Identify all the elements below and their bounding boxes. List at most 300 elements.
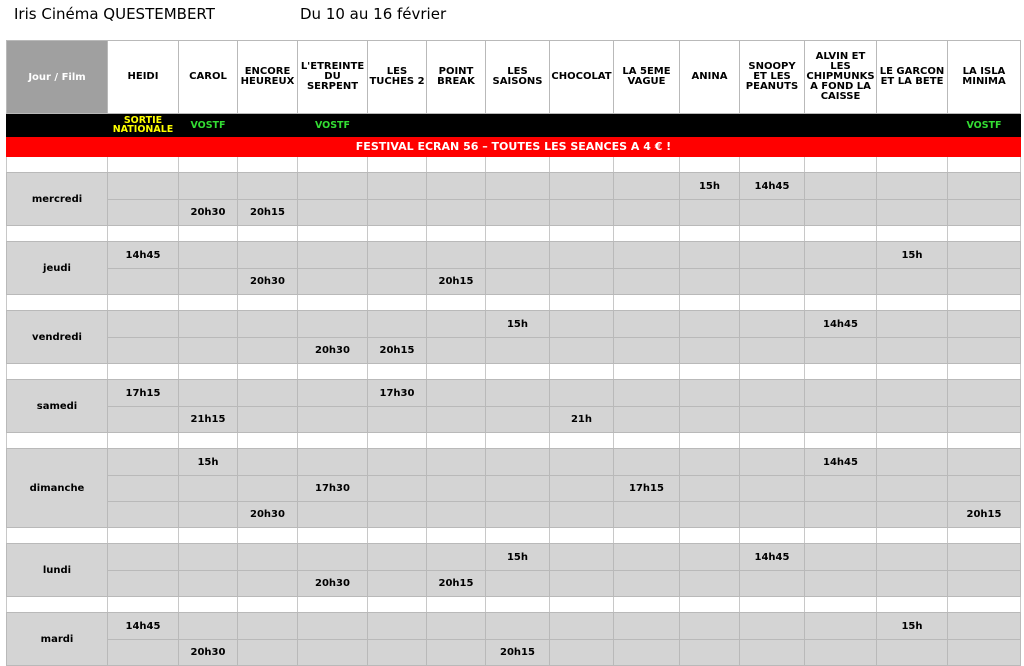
film-title: LA 5EME VAGUE	[614, 41, 680, 114]
showtime-cell	[948, 544, 1021, 571]
separator-cell	[179, 528, 238, 544]
showtime-cell: 21h	[550, 407, 614, 433]
showtime-cell	[108, 407, 179, 433]
showtime-cell	[550, 449, 614, 476]
showtime-cell	[427, 502, 486, 528]
day-row	[7, 173, 1021, 200]
showtime-cell	[238, 640, 298, 666]
showtime-cell	[680, 311, 740, 338]
separator-cell	[486, 157, 550, 173]
showtime-cell	[740, 571, 805, 597]
film-tag	[740, 114, 805, 137]
showtime-cell	[108, 502, 179, 528]
showtime-cell	[614, 200, 680, 226]
showtime-cell	[427, 380, 486, 407]
showtime-cell: 20h30	[298, 571, 368, 597]
separator-cell	[805, 364, 877, 380]
showtime-cell	[877, 407, 948, 433]
separator-cell	[108, 364, 179, 380]
showtime-cell: 20h30	[298, 338, 368, 364]
showtime-cell	[805, 242, 877, 269]
film-tag	[550, 114, 614, 137]
separator-cell	[680, 157, 740, 173]
corner-label: Jour / Film	[7, 41, 108, 114]
showtime-cell: 14h45	[740, 544, 805, 571]
separator-cell	[108, 295, 179, 311]
showtime-cell	[486, 269, 550, 295]
showtime-cell	[486, 380, 550, 407]
showtime-cell	[805, 338, 877, 364]
separator-cell	[486, 433, 550, 449]
showtime-cell: 20h30	[238, 269, 298, 295]
showtime-cell	[298, 311, 368, 338]
showtime-cell	[740, 338, 805, 364]
separator-cell	[298, 597, 368, 613]
separator-cell	[179, 433, 238, 449]
separator-cell	[550, 528, 614, 544]
showtime-cell	[740, 242, 805, 269]
separator-cell	[298, 364, 368, 380]
film-title: POINT BREAK	[427, 41, 486, 114]
film-tag	[238, 114, 298, 137]
showtime-cell	[680, 502, 740, 528]
separator-cell	[740, 597, 805, 613]
separator-cell	[368, 157, 427, 173]
separator-cell	[877, 295, 948, 311]
separator-cell	[614, 295, 680, 311]
separator-cell	[486, 226, 550, 242]
showtime-cell	[298, 640, 368, 666]
film-title: LE GARCON ET LA BETE	[877, 41, 948, 114]
showtime-cell	[740, 613, 805, 640]
day-name: mardi	[7, 613, 108, 666]
film-tag	[877, 114, 948, 137]
film-title: L'ETREINTE DU SERPENT	[298, 41, 368, 114]
separator-cell	[550, 295, 614, 311]
showtime-cell	[427, 173, 486, 200]
film-tag: VOSTF	[179, 114, 238, 137]
showtime-cell: 15h	[486, 311, 550, 338]
showtime-cell	[680, 544, 740, 571]
showtime-cell	[368, 173, 427, 200]
showtime-cell	[179, 544, 238, 571]
separator-cell	[368, 226, 427, 242]
showtime-cell	[550, 338, 614, 364]
showtime-cell	[805, 407, 877, 433]
showtime-cell	[877, 200, 948, 226]
separator-cell	[486, 295, 550, 311]
showtime-cell	[680, 476, 740, 502]
day-separator	[7, 295, 1021, 311]
showtime-cell: 17h15	[614, 476, 680, 502]
showtime-cell	[740, 200, 805, 226]
showtime-cell	[108, 640, 179, 666]
day-name: mercredi	[7, 173, 108, 226]
separator-cell	[368, 528, 427, 544]
separator-cell	[877, 226, 948, 242]
showtime-cell	[298, 173, 368, 200]
showtime-cell	[948, 200, 1021, 226]
showtime-cell	[877, 380, 948, 407]
showtime-cell	[877, 640, 948, 666]
separator-cell	[238, 295, 298, 311]
showtime-cell	[486, 571, 550, 597]
film-tag: VOSTF	[948, 114, 1021, 137]
showtime-cell	[948, 311, 1021, 338]
separator-cell	[614, 226, 680, 242]
showtime-cell	[805, 544, 877, 571]
separator-cell	[614, 157, 680, 173]
showtime-cell	[179, 476, 238, 502]
showtime-cell	[740, 449, 805, 476]
showtime-cell: 20h15	[427, 571, 486, 597]
showtime-cell	[427, 311, 486, 338]
showtime-cell	[238, 449, 298, 476]
showtime-cell	[805, 640, 877, 666]
showtime-cell	[368, 407, 427, 433]
separator-cell	[614, 597, 680, 613]
separator-cell	[877, 528, 948, 544]
separator-cell	[298, 295, 368, 311]
showtime-cell	[486, 476, 550, 502]
showtime-cell	[179, 613, 238, 640]
separator-cell	[740, 226, 805, 242]
showtime-cell	[368, 269, 427, 295]
day-row	[7, 200, 1021, 226]
separator-cell	[805, 528, 877, 544]
showtime-cell	[179, 242, 238, 269]
showtime-cell	[298, 380, 368, 407]
separator-cell	[805, 226, 877, 242]
separator-cell	[486, 364, 550, 380]
showtime-cell: 14h45	[108, 242, 179, 269]
showtime-cell	[238, 407, 298, 433]
showtime-cell	[948, 173, 1021, 200]
showtime-cell	[550, 613, 614, 640]
separator-cell	[179, 157, 238, 173]
showtime-cell	[740, 476, 805, 502]
separator-cell	[805, 433, 877, 449]
festival-row	[7, 137, 1021, 157]
showtime-cell	[740, 311, 805, 338]
showtime-cell	[740, 640, 805, 666]
showtime-cell: 20h30	[179, 200, 238, 226]
showtime-cell	[948, 449, 1021, 476]
showtime-cell	[238, 613, 298, 640]
separator-cell	[238, 157, 298, 173]
separator-cell	[7, 295, 108, 311]
showtime-cell	[680, 200, 740, 226]
showtime-cell	[238, 476, 298, 502]
separator-cell	[7, 226, 108, 242]
separator-cell	[179, 597, 238, 613]
showtime-cell	[368, 613, 427, 640]
separator-cell	[238, 597, 298, 613]
showtime-cell	[108, 571, 179, 597]
showtime-cell	[486, 242, 550, 269]
showtime-cell	[238, 571, 298, 597]
showtime-cell	[550, 476, 614, 502]
day-row	[7, 613, 1021, 640]
showtime-cell	[614, 571, 680, 597]
showtime-cell: 14h45	[108, 613, 179, 640]
separator-cell	[108, 157, 179, 173]
showtime-cell	[877, 571, 948, 597]
showtime-cell	[948, 613, 1021, 640]
showtime-cell	[680, 338, 740, 364]
showtime-cell	[877, 311, 948, 338]
separator-cell	[948, 226, 1021, 242]
showtime-cell	[614, 269, 680, 295]
film-title: CHOCOLAT	[550, 41, 614, 114]
showtime-cell	[108, 200, 179, 226]
showtime-cell	[614, 311, 680, 338]
separator-cell	[368, 364, 427, 380]
day-row	[7, 242, 1021, 269]
day-row	[7, 407, 1021, 433]
day-separator	[7, 226, 1021, 242]
showtime-cell: 21h15	[179, 407, 238, 433]
showtime-cell	[680, 640, 740, 666]
day-name: vendredi	[7, 311, 108, 364]
showtime-cell	[805, 173, 877, 200]
day-name: lundi	[7, 544, 108, 597]
showtime-cell	[805, 269, 877, 295]
film-title: CAROL	[179, 41, 238, 114]
showtime-cell	[298, 407, 368, 433]
film-tag: SORTIE NATIONALE	[108, 114, 179, 137]
showtime-cell	[550, 269, 614, 295]
showtime-cell	[486, 173, 550, 200]
film-title: ENCORE HEUREUX	[238, 41, 298, 114]
separator-cell	[179, 364, 238, 380]
day-row	[7, 571, 1021, 597]
separator-cell	[108, 528, 179, 544]
showtime-cell	[550, 502, 614, 528]
showtime-cell	[614, 544, 680, 571]
separator-cell	[680, 295, 740, 311]
showtime-cell: 15h	[179, 449, 238, 476]
showtime-cell	[179, 173, 238, 200]
showtime-cell	[298, 242, 368, 269]
showtime-cell	[238, 173, 298, 200]
showtime-cell	[108, 449, 179, 476]
showtime-cell	[427, 407, 486, 433]
showtime-cell	[877, 449, 948, 476]
showtime-cell	[740, 380, 805, 407]
showtime-cell: 20h30	[238, 502, 298, 528]
separator-cell	[614, 528, 680, 544]
tag-cell-blank	[7, 114, 108, 137]
day-row	[7, 449, 1021, 476]
separator-cell	[427, 226, 486, 242]
day-separator	[7, 528, 1021, 544]
separator-cell	[680, 364, 740, 380]
showtime-cell	[298, 502, 368, 528]
showtime-cell	[948, 242, 1021, 269]
showtime-cell	[427, 613, 486, 640]
separator-cell	[680, 226, 740, 242]
film-tag	[805, 114, 877, 137]
day-separator	[7, 157, 1021, 173]
showtime-cell	[298, 200, 368, 226]
separator-cell	[550, 226, 614, 242]
showtime-cell	[877, 173, 948, 200]
separator-cell	[238, 364, 298, 380]
day-row	[7, 269, 1021, 295]
showtime-cell	[877, 476, 948, 502]
showtime-cell	[680, 571, 740, 597]
showtime-cell	[427, 242, 486, 269]
separator-cell	[427, 433, 486, 449]
separator-cell	[298, 528, 368, 544]
separator-cell	[108, 597, 179, 613]
showtime-cell	[614, 640, 680, 666]
tag-row	[7, 114, 1021, 137]
showtime-cell	[179, 502, 238, 528]
schedule-table	[6, 40, 1021, 666]
showtime-cell	[948, 640, 1021, 666]
showtime-cell	[877, 544, 948, 571]
film-tag	[614, 114, 680, 137]
showtime-cell	[427, 640, 486, 666]
showtime-cell	[550, 311, 614, 338]
film-title: ANINA	[680, 41, 740, 114]
separator-cell	[877, 364, 948, 380]
showtime-cell	[680, 269, 740, 295]
showtime-cell	[486, 502, 550, 528]
showtime-cell	[368, 200, 427, 226]
day-name: samedi	[7, 380, 108, 433]
showtime-cell	[238, 380, 298, 407]
showtime-cell: 14h45	[805, 311, 877, 338]
showtime-cell	[550, 640, 614, 666]
separator-cell	[877, 157, 948, 173]
showtime-cell	[427, 544, 486, 571]
showtime-cell	[108, 311, 179, 338]
showtime-cell	[614, 407, 680, 433]
separator-cell	[7, 157, 108, 173]
showtime-cell	[238, 311, 298, 338]
separator-cell	[877, 597, 948, 613]
separator-cell	[550, 433, 614, 449]
day-name: dimanche	[7, 449, 108, 528]
separator-cell	[805, 157, 877, 173]
showtime-cell: 20h15	[368, 338, 427, 364]
separator-cell	[7, 364, 108, 380]
separator-cell	[427, 295, 486, 311]
day-name: jeudi	[7, 242, 108, 295]
film-tag	[680, 114, 740, 137]
showtime-cell: 17h30	[368, 380, 427, 407]
showtime-cell	[368, 571, 427, 597]
separator-cell	[948, 364, 1021, 380]
separator-cell	[368, 597, 427, 613]
showtime-cell: 14h45	[805, 449, 877, 476]
separator-cell	[179, 295, 238, 311]
film-tag	[427, 114, 486, 137]
showtime-cell	[108, 338, 179, 364]
showtime-cell	[368, 311, 427, 338]
separator-cell	[680, 597, 740, 613]
showtime-cell: 15h	[486, 544, 550, 571]
showtime-cell	[427, 338, 486, 364]
showtime-cell	[486, 407, 550, 433]
showtime-cell	[108, 476, 179, 502]
showtime-cell	[368, 242, 427, 269]
showtime-cell	[614, 173, 680, 200]
week-range: Du 10 au 16 février	[300, 5, 447, 23]
showtime-cell: 15h	[877, 613, 948, 640]
showtime-cell	[298, 544, 368, 571]
showtime-cell	[238, 338, 298, 364]
showtime-cell	[486, 200, 550, 226]
showtime-cell	[179, 338, 238, 364]
separator-cell	[740, 364, 805, 380]
showtime-cell	[805, 613, 877, 640]
showtime-cell	[550, 380, 614, 407]
separator-cell	[614, 364, 680, 380]
showtime-cell	[948, 407, 1021, 433]
separator-cell	[179, 226, 238, 242]
showtime-cell	[948, 476, 1021, 502]
separator-cell	[108, 433, 179, 449]
showtime-cell	[740, 407, 805, 433]
film-tag	[368, 114, 427, 137]
showtime-cell	[179, 269, 238, 295]
showtime-cell	[805, 502, 877, 528]
showtime-cell: 14h45	[740, 173, 805, 200]
showtime-cell	[550, 200, 614, 226]
showtime-cell	[427, 449, 486, 476]
separator-cell	[680, 528, 740, 544]
showtime-cell	[680, 449, 740, 476]
separator-cell	[368, 433, 427, 449]
day-row	[7, 544, 1021, 571]
separator-cell	[427, 528, 486, 544]
showtime-cell: 20h15	[238, 200, 298, 226]
separator-cell	[948, 433, 1021, 449]
separator-cell	[108, 226, 179, 242]
separator-cell	[680, 433, 740, 449]
page-header	[0, 3, 1024, 31]
showtime-cell	[948, 571, 1021, 597]
film-title: LES SAISONS	[486, 41, 550, 114]
separator-cell	[238, 226, 298, 242]
showtime-cell	[805, 571, 877, 597]
showtime-cell	[108, 544, 179, 571]
film-title: SNOOPY ET LES PEANUTS	[740, 41, 805, 114]
separator-cell	[805, 597, 877, 613]
separator-cell	[7, 528, 108, 544]
showtime-cell	[108, 173, 179, 200]
showtime-cell	[680, 613, 740, 640]
showtime-cell	[368, 476, 427, 502]
day-row	[7, 640, 1021, 666]
separator-cell	[740, 433, 805, 449]
separator-cell	[238, 433, 298, 449]
separator-cell	[948, 597, 1021, 613]
separator-cell	[298, 226, 368, 242]
separator-cell	[948, 295, 1021, 311]
separator-cell	[740, 528, 805, 544]
showtime-cell	[179, 311, 238, 338]
separator-cell	[298, 433, 368, 449]
separator-cell	[948, 528, 1021, 544]
showtime-cell	[486, 338, 550, 364]
showtime-cell	[550, 544, 614, 571]
showtime-cell	[614, 502, 680, 528]
